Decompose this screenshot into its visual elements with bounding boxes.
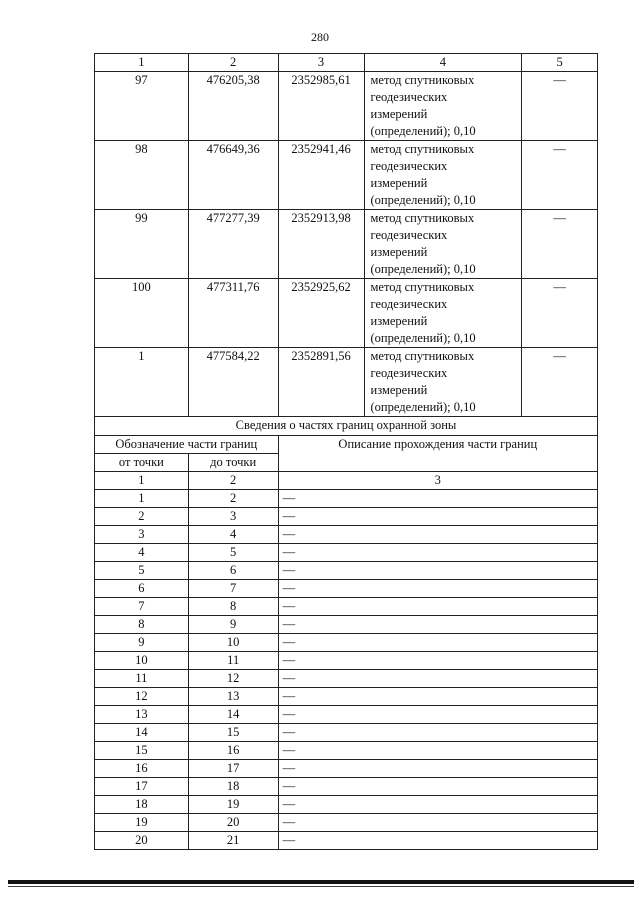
parts-row — [95, 742, 598, 760]
description-cell: — — [278, 760, 597, 778]
from-point-cell: 15 — [95, 742, 189, 760]
to-point-cell: 4 — [188, 526, 278, 544]
parts-num-header-row — [95, 472, 598, 490]
parts-row — [95, 688, 598, 706]
method-line: измерений — [370, 107, 428, 121]
to-point-cell: 2 — [188, 490, 278, 508]
to-point-cell: 12 — [188, 670, 278, 688]
parts-row — [95, 580, 598, 598]
method-line: метод спутниковых — [370, 73, 475, 87]
method-line: (определений); 0,10 — [370, 400, 476, 414]
method-line: измерений — [370, 383, 428, 397]
to-point-cell: 21 — [188, 832, 278, 850]
header-cell: 3 — [278, 472, 597, 490]
method-line: геодезических — [370, 90, 448, 104]
method-line: метод спутниковых — [370, 349, 475, 363]
parts-designation-header: Обозначение части границ — [95, 436, 279, 454]
description-cell: — — [278, 598, 597, 616]
to-point-cell: 15 — [188, 724, 278, 742]
point-number-cell: 99 — [95, 210, 189, 279]
method-cell — [364, 210, 522, 279]
method-line: (определений); 0,10 — [370, 331, 476, 345]
description-cell: — — [278, 670, 597, 688]
to-point-cell: 18 — [188, 778, 278, 796]
to-point-cell: 6 — [188, 562, 278, 580]
y-coordinate-cell: 2352985,61 — [278, 72, 364, 141]
method-line: измерений — [370, 314, 428, 328]
from-point-cell: 3 — [95, 526, 189, 544]
from-point-cell: 13 — [95, 706, 189, 724]
header-cell: 2 — [188, 472, 278, 490]
coords-row — [95, 72, 598, 141]
header-cell: 2 — [188, 54, 278, 72]
method-line: измерений — [370, 176, 428, 190]
footer-rule — [8, 880, 634, 884]
parts-row — [95, 526, 598, 544]
header-cell: 4 — [364, 54, 522, 72]
y-coordinate-cell: 2352891,56 — [278, 348, 364, 417]
description-cell: — — [278, 544, 597, 562]
parts-title-row — [95, 417, 598, 436]
note-cell: — — [522, 210, 598, 279]
description-cell: — — [278, 508, 597, 526]
header-cell: 3 — [278, 54, 364, 72]
to-point-cell: 13 — [188, 688, 278, 706]
note-cell: — — [522, 141, 598, 210]
page-number: 280 — [311, 30, 329, 44]
parts-row — [95, 706, 598, 724]
method-cell — [364, 279, 522, 348]
to-point-cell: 20 — [188, 814, 278, 832]
point-number-cell: 100 — [95, 279, 189, 348]
header-cell: 1 — [95, 472, 189, 490]
coords-header-row — [95, 54, 598, 72]
description-cell: — — [278, 616, 597, 634]
description-cell: — — [278, 652, 597, 670]
parts-row — [95, 670, 598, 688]
x-coordinate-cell: 476205,38 — [188, 72, 278, 141]
description-cell: — — [278, 580, 597, 598]
method-cell — [364, 141, 522, 210]
from-point-cell: 4 — [95, 544, 189, 562]
description-cell: — — [278, 526, 597, 544]
to-point-cell: 10 — [188, 634, 278, 652]
description-cell: — — [278, 832, 597, 850]
parts-header-row — [95, 436, 598, 454]
method-line: геодезических — [370, 366, 448, 380]
coords-row — [95, 210, 598, 279]
from-point-cell: 8 — [95, 616, 189, 634]
point-number-cell: 1 — [95, 348, 189, 417]
note-cell: — — [522, 348, 598, 417]
from-point-cell: 2 — [95, 508, 189, 526]
header-cell: 5 — [522, 54, 598, 72]
parts-to-header: до точки — [188, 454, 278, 472]
from-point-cell: 14 — [95, 724, 189, 742]
parts-section-title: Сведения о частях границ охранной зоны — [95, 417, 598, 436]
from-point-cell: 18 — [95, 796, 189, 814]
description-cell: — — [278, 490, 597, 508]
from-point-cell: 16 — [95, 760, 189, 778]
note-cell: — — [522, 279, 598, 348]
from-point-cell: 20 — [95, 832, 189, 850]
parts-row — [95, 832, 598, 850]
y-coordinate-cell: 2352925,62 — [278, 279, 364, 348]
parts-row — [95, 562, 598, 580]
description-cell: — — [278, 742, 597, 760]
method-line: (определений); 0,10 — [370, 193, 476, 207]
method-line: геодезических — [370, 228, 448, 242]
parts-description-header: Описание прохождения части границ — [278, 436, 597, 472]
parts-row — [95, 616, 598, 634]
note-cell: — — [522, 72, 598, 141]
from-point-cell: 1 — [95, 490, 189, 508]
from-point-cell: 12 — [95, 688, 189, 706]
y-coordinate-cell: 2352941,46 — [278, 141, 364, 210]
description-cell: — — [278, 814, 597, 832]
parts-row — [95, 778, 598, 796]
parts-row — [95, 508, 598, 526]
to-point-cell: 16 — [188, 742, 278, 760]
to-point-cell: 8 — [188, 598, 278, 616]
boundary-table — [94, 53, 598, 850]
method-line: метод спутниковых — [370, 211, 475, 225]
header-cell: 1 — [95, 54, 189, 72]
parts-row — [95, 490, 598, 508]
to-point-cell: 9 — [188, 616, 278, 634]
description-cell: — — [278, 724, 597, 742]
description-cell: — — [278, 706, 597, 724]
from-point-cell: 19 — [95, 814, 189, 832]
method-cell — [364, 348, 522, 417]
y-coordinate-cell: 2352913,98 — [278, 210, 364, 279]
method-line: измерений — [370, 245, 428, 259]
method-line: (определений); 0,10 — [370, 124, 476, 138]
to-point-cell: 3 — [188, 508, 278, 526]
to-point-cell: 11 — [188, 652, 278, 670]
point-number-cell: 97 — [95, 72, 189, 141]
coords-row — [95, 141, 598, 210]
x-coordinate-cell: 477584,22 — [188, 348, 278, 417]
parts-row — [95, 544, 598, 562]
parts-row — [95, 652, 598, 670]
description-cell: — — [278, 688, 597, 706]
method-line: метод спутниковых — [370, 142, 475, 156]
from-point-cell: 11 — [95, 670, 189, 688]
from-point-cell: 6 — [95, 580, 189, 598]
parts-row — [95, 814, 598, 832]
to-point-cell: 17 — [188, 760, 278, 778]
coords-row — [95, 279, 598, 348]
x-coordinate-cell: 477311,76 — [188, 279, 278, 348]
footer-rule-thin — [8, 886, 634, 887]
method-cell — [364, 72, 522, 141]
from-point-cell: 9 — [95, 634, 189, 652]
to-point-cell: 7 — [188, 580, 278, 598]
parts-row — [95, 724, 598, 742]
x-coordinate-cell: 476649,36 — [188, 141, 278, 210]
point-number-cell: 98 — [95, 141, 189, 210]
description-cell: — — [278, 634, 597, 652]
to-point-cell: 14 — [188, 706, 278, 724]
x-coordinate-cell: 477277,39 — [188, 210, 278, 279]
from-point-cell: 17 — [95, 778, 189, 796]
parts-row — [95, 796, 598, 814]
to-point-cell: 5 — [188, 544, 278, 562]
method-line: метод спутниковых — [370, 280, 475, 294]
parts-row — [95, 634, 598, 652]
method-line: (определений); 0,10 — [370, 262, 476, 276]
coords-row — [95, 348, 598, 417]
from-point-cell: 10 — [95, 652, 189, 670]
to-point-cell: 19 — [188, 796, 278, 814]
method-line: геодезических — [370, 297, 448, 311]
from-point-cell: 5 — [95, 562, 189, 580]
parts-row — [95, 598, 598, 616]
description-cell: — — [278, 796, 597, 814]
method-line: геодезических — [370, 159, 448, 173]
from-point-cell: 7 — [95, 598, 189, 616]
parts-row — [95, 760, 598, 778]
description-cell: — — [278, 778, 597, 796]
parts-from-header: от точки — [95, 454, 189, 472]
description-cell: — — [278, 562, 597, 580]
